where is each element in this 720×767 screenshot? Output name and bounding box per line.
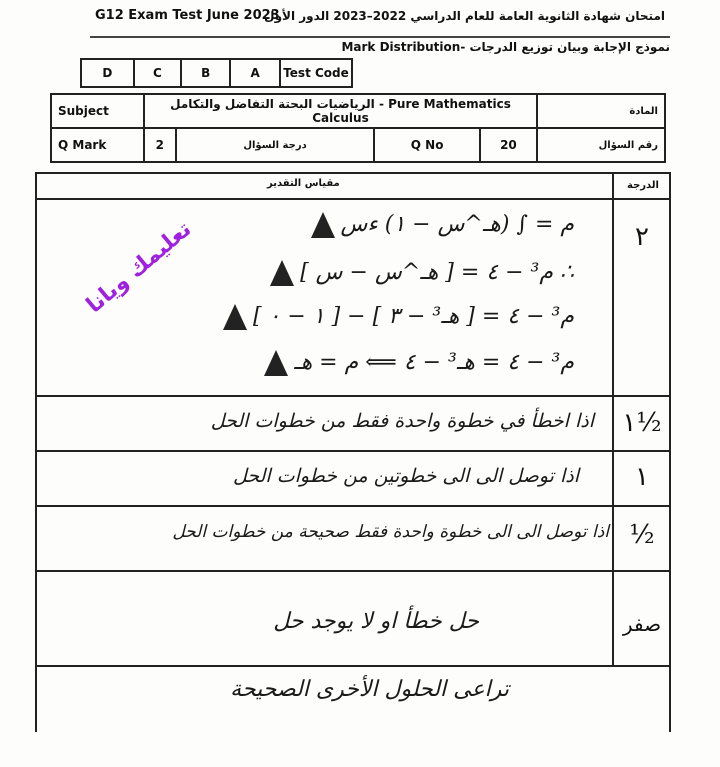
subject-label-en: Subject [51,94,144,128]
mark-value: ½ [629,520,655,550]
row-divider [37,450,669,452]
row-divider [37,198,669,200]
subject-label-ar: المادة [537,94,665,128]
code-a: A [230,59,280,87]
criterion-text: اذا توصل الى الى خطوة واحدة فقط صحيحة من خطوات الحل [172,522,609,542]
test-code-table [80,58,353,88]
code-b: B [181,59,230,87]
qmark-label-en: Q Mark [51,128,144,162]
criteria-header: مقياس التقدير [267,178,340,189]
check-mark-icon [311,212,335,238]
qno-label-ar: رقم السؤال [537,128,665,162]
row-divider [37,395,669,397]
solution-line-1: م = ∫ (هـ^س − ١) ءس [305,212,574,238]
row-divider [37,505,669,507]
check-mark-icon [223,304,247,330]
note-text: تراعى الحلول الأخرى الصحيحة [230,677,509,702]
check-mark-icon [264,350,288,376]
code-d: D [81,59,134,87]
qmark-value: 2 [144,128,176,162]
mark-header: الدرجة [627,180,659,191]
grading-table [35,172,671,732]
code-c: C [134,59,182,87]
qno-label-en: Q No [374,128,479,162]
row-divider [37,172,669,174]
mark-value: ١ [635,462,649,492]
info-table [50,93,666,163]
watermark: تعليمك ويانا [81,216,197,319]
subtitle: نموذج الإجابة وبيان توزيع الدرجات -Mark Distribution [341,40,670,54]
solution-line-2: ∴ م³ − ٤ = [ هـ^س − س ] [264,260,574,286]
criterion-text: اذا اخطأ في خطوة واحدة فقط من خطوات الحل [210,410,594,432]
exam-title-en: G12 Exam Test June 2023 [95,8,280,23]
qno-value: 20 [480,128,537,162]
header-divider [90,36,670,38]
solution-line-4: م³ − ٤ = هـ³ − ٤ ⟸ م = هـ [258,350,574,376]
exam-title-ar: امتحان شهادة الثانوية العامة للعام الدراسي 2022–2023 الدور الأول [264,9,665,23]
mark-full: ٢ [635,222,649,252]
mark-value: صفر [622,612,662,636]
criterion-text: اذا توصل الى الى خطوتين من خطوات الحل [232,465,579,487]
subject-value: الرياضيات البحتة التفاضل والتكامل - Pure Mathematics Calculus [144,94,537,128]
check-mark-icon [270,260,294,286]
qmark-label-ar: درجة السؤال [176,128,375,162]
test-code-label: Test Code [280,59,352,87]
column-divider [612,172,614,667]
solution-line-3: م³ − ٤ = [ هـ³ − ٣ ] − [ ١ − ٠ ] [217,304,574,330]
row-divider [37,665,669,667]
row-divider [37,570,669,572]
mark-value: ١½ [622,408,662,438]
criterion-text: حل خطأ او لا يوجد حل [273,609,479,634]
